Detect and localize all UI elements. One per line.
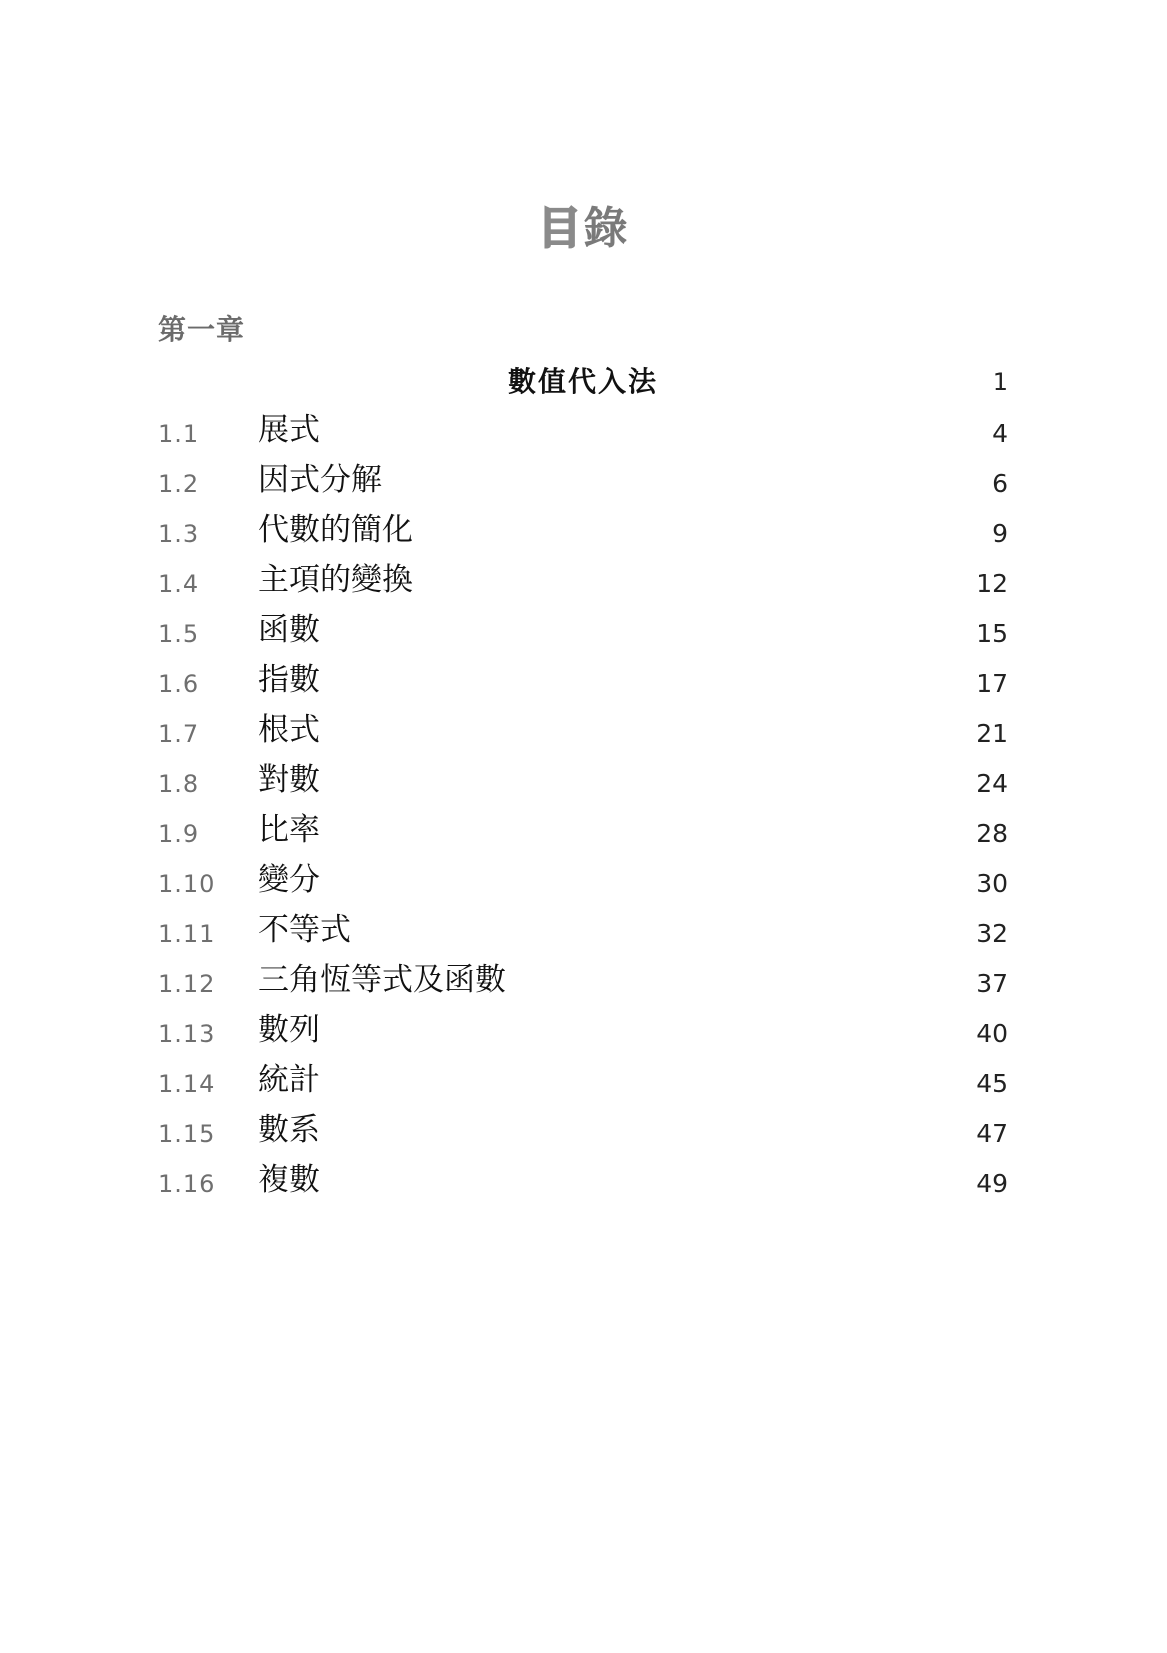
chapter-heading-row[interactable]: [158, 362, 1008, 402]
toc-entry[interactable]: [158, 610, 1008, 660]
entry-title: 數列: [258, 1012, 320, 1048]
toc-entry[interactable]: [158, 510, 1008, 560]
entry-page-number: 45: [976, 1069, 1008, 1098]
toc-entry[interactable]: [158, 960, 1008, 1010]
entry-page-number: 28: [976, 819, 1008, 848]
entry-page-number: 30: [976, 869, 1008, 898]
chapter-page-number: 1: [992, 368, 1008, 396]
entry-page-number: 9: [992, 519, 1008, 548]
entry-page-number: 15: [976, 619, 1008, 648]
entry-section-number: 1.9: [158, 820, 200, 848]
entry-title: 函數: [258, 612, 320, 648]
toc-entry[interactable]: [158, 860, 1008, 910]
entry-page-number: 49: [976, 1169, 1008, 1198]
page-title: [0, 201, 1167, 257]
entry-title: 複數: [258, 1162, 320, 1198]
toc-entry[interactable]: [158, 560, 1008, 610]
entry-section-number: 1.5: [158, 620, 200, 648]
entry-page-number: 32: [976, 919, 1008, 948]
toc-entry[interactable]: [158, 710, 1008, 760]
chapter-name: 數值代入法: [507, 365, 658, 398]
entry-section-number: 1.14: [158, 1070, 216, 1098]
toc-entry[interactable]: [158, 460, 1008, 510]
toc-entry[interactable]: [158, 1010, 1008, 1060]
entry-page-number: 24: [976, 769, 1008, 798]
entry-section-number: 1.15: [158, 1120, 216, 1148]
entry-section-number: 1.16: [158, 1170, 216, 1198]
entry-section-number: 1.11: [158, 920, 216, 948]
toc-entry[interactable]: [158, 760, 1008, 810]
entry-page-number: 17: [976, 669, 1008, 698]
entry-title: 因式分解: [258, 462, 382, 498]
entry-title: 展式: [258, 412, 320, 448]
toc-entry[interactable]: [158, 910, 1008, 960]
title-char-1: 目: [537, 203, 584, 255]
entry-title: 變分: [258, 862, 320, 898]
entry-title: 對數: [258, 762, 320, 798]
entry-title: 指數: [258, 662, 320, 698]
title-char-2: 錄: [583, 203, 630, 255]
entry-title: 代數的簡化: [258, 512, 413, 548]
entry-section-number: 1.8: [158, 770, 200, 798]
entry-section-number: 1.3: [158, 520, 200, 548]
entry-title: 根式: [258, 712, 320, 748]
entry-section-number: 1.2: [158, 470, 200, 498]
entry-title: 統計: [258, 1062, 320, 1098]
entry-title: 不等式: [258, 912, 351, 948]
entry-page-number: 12: [976, 569, 1008, 598]
entry-page-number: 47: [976, 1119, 1008, 1148]
entry-section-number: 1.10: [158, 870, 216, 898]
toc-entry[interactable]: [158, 810, 1008, 860]
entry-page-number: 37: [976, 969, 1008, 998]
entry-page-number: 4: [992, 419, 1008, 448]
entry-section-number: 1.4: [158, 570, 200, 598]
entry-section-number: 1.1: [158, 420, 200, 448]
toc-entry[interactable]: [158, 410, 1008, 460]
entry-section-number: 1.7: [158, 720, 200, 748]
toc-entry[interactable]: [158, 1160, 1008, 1210]
entry-section-number: 1.6: [158, 670, 200, 698]
toc-entry[interactable]: [158, 1060, 1008, 1110]
chapter-label: 第一章: [158, 313, 246, 346]
entry-page-number: 40: [976, 1019, 1008, 1048]
toc-entry[interactable]: [158, 1110, 1008, 1160]
entry-section-number: 1.12: [158, 970, 216, 998]
entry-page-number: 6: [992, 469, 1008, 498]
entry-title: 三角恆等式及函數: [258, 962, 506, 998]
entry-title: 數系: [258, 1112, 320, 1148]
entry-page-number: 21: [976, 719, 1008, 748]
entry-title: 主項的變換: [258, 562, 413, 598]
toc-entry-list: [158, 410, 1008, 1210]
entry-section-number: 1.13: [158, 1020, 216, 1048]
entry-title: 比率: [258, 812, 320, 848]
toc-entry[interactable]: [158, 660, 1008, 710]
